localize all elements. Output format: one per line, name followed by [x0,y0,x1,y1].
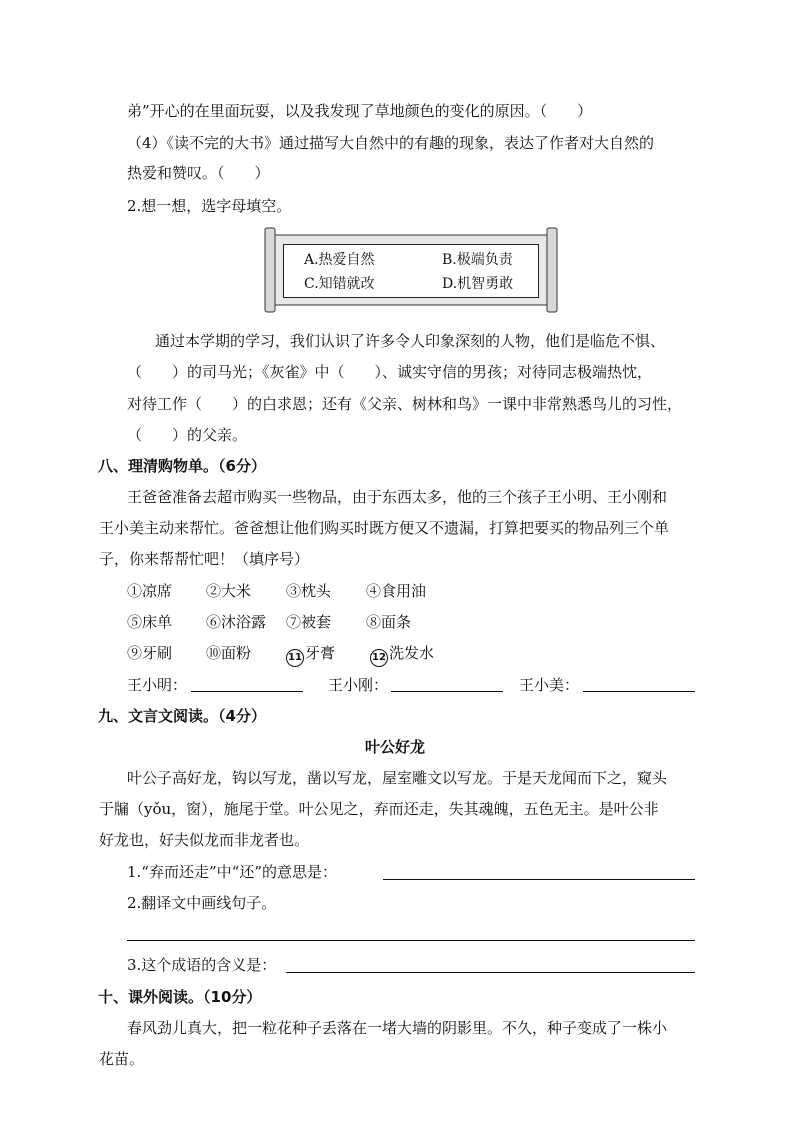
sec8-intro-line-3: 子，你来帮帮忙吧！（填序号） [99,550,310,568]
answer-blank-q2[interactable] [127,939,695,941]
sec9-question-2: 2.翻译文中画线句子。 [127,894,277,912]
option-b: B.极端负责 [442,252,513,268]
person-label-xiaogang: 王小刚： [328,676,389,694]
q2-para-line-4: （ ）的父亲。 [127,426,248,444]
section-10-heading: 十、课外阅读。（10分） [98,988,262,1006]
item-11-label: 牙膏 [305,644,336,662]
circled-number-12: 12 [370,649,388,667]
option-a: A.热爱自然 [304,252,375,268]
sec8-intro-line-2: 王小美主动来帮忙。爸爸想让他们购买时既方便又不遗漏，打算把要买的物品列三个单 [99,519,670,537]
person-label-xiaoming: 王小明： [127,676,188,694]
item-1: ①凉席 [127,582,173,600]
option-d: D.机智勇敢 [442,276,514,292]
answer-blank-xiaomei[interactable] [583,690,695,692]
sec9-text-line-2: 于牖（yǒu，窗），施尾于堂。叶公见之，弃而还走，失其魂魄，五色无主。是叶公非 [99,800,659,818]
sec9-question-3: 3.这个成语的含义是： [127,956,277,974]
sec9-question-1: 1.“弃而还走”中“还”的意思是： [127,863,337,881]
answer-blank-xiaoming[interactable] [191,690,303,692]
section-9-heading: 九、文言文阅读。（4分） [98,707,266,725]
item-9: ⑨牙刷 [127,644,173,662]
sec9-text-line-3: 好龙也，好夫似龙而非龙者也。 [99,831,310,849]
sec10-text-line-1: 春风劲儿真大，把一粒花种子丢落在一堵大墙的阴影里。不久，种子变成了一株小 [127,1019,668,1037]
judgement-line-1: 弟”开心的在里面玩耍，以及我发现了草地颜色的变化的原因。（ ） [127,102,593,120]
item-10: ⑩面粉 [206,644,252,662]
judgement-line-2: （4）《读不完的大书》通过描写大自然中的有趣的现象，表达了作者对大自然的 [127,134,655,152]
answer-blank-xiaogang[interactable] [391,690,503,692]
sec10-text-line-2: 花苗。 [99,1050,145,1068]
sec8-intro-line-1: 王爸爸准备去超市购买一些物品，由于东西太多，他的三个孩子王小明、王小刚和 [127,488,668,506]
answer-blank-q1[interactable] [383,878,695,880]
option-c: C.知错就改 [304,276,375,292]
item-7: ⑦被套 [286,613,332,631]
judgement-line-3: 热爱和赞叹。（ ） [127,164,270,182]
item-8: ⑧面条 [366,613,412,631]
options-scroll [262,227,560,313]
item-3: ③枕头 [286,582,332,600]
q2-para-line-2: （ ）的司马光；《灰雀》中（ ）、诚实守信的男孩；对待同志极端热忱， [127,363,653,381]
item-6: ⑥沐浴露 [206,613,267,631]
item-4: ④食用油 [366,582,427,600]
item-11 [286,643,335,667]
item-5: ⑤床单 [127,613,173,631]
circled-number-11: 11 [286,649,304,667]
q2-title: 2.想一想，选字母填空。 [127,197,292,215]
answer-blank-q3[interactable] [286,971,695,973]
q2-para-line-3: 对待工作（ ）的白求恩；还有《父亲、树林和鸟》一课中非常熟悉鸟儿的习性， [127,395,683,413]
sec9-text-line-1: 叶公子高好龙，钩以写龙，凿以写龙，屋室雕文以写龙。于是天龙闻而下之，窥头 [127,769,668,787]
options-box [283,244,539,298]
person-label-xiaomei: 王小美： [519,676,580,694]
item-2: ②大米 [206,582,252,600]
item-12-label: 洗发水 [389,644,435,662]
item-12 [370,643,434,667]
passage-title: 叶公好龙 [365,738,426,756]
section-8-heading: 八、理清购物单。（6分） [98,457,266,475]
q2-para-line-1: 通过本学期的学习，我们认识了许多令人印象深刻的人物，他们是临危不惧、 [155,332,666,350]
